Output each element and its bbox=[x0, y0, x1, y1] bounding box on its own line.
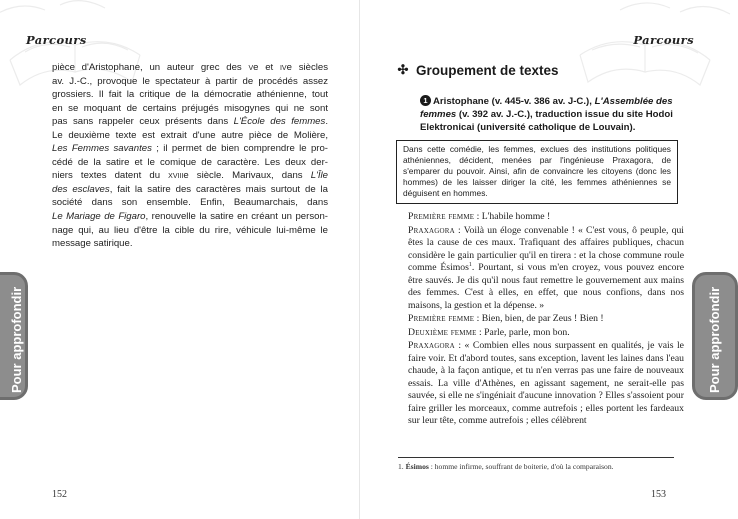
body-line: société dans son ensemble. Enfin, Beaumarchais, dans bbox=[52, 197, 328, 209]
source-work-title: L'Assemblée des femmes bbox=[420, 96, 673, 120]
footnote-text: : homme infirme, souffrant de boiterie, d'où la comparaison. bbox=[428, 462, 614, 471]
footnote-rule bbox=[398, 457, 674, 458]
side-tab bbox=[692, 272, 738, 400]
speaker-name: Praxagora bbox=[408, 224, 455, 236]
side-tab-label: Pour approfondir bbox=[9, 286, 24, 393]
body-line: av. J.-C., provoque le spectateur à partir de procédés assez bbox=[52, 75, 328, 87]
dialogue-line: Deuxième femme : Parle, parle, mon bon. bbox=[408, 326, 570, 338]
body-line: Les Femmes savantes ; il permet de bien comprendre le pro- bbox=[52, 143, 329, 155]
right-page bbox=[360, 0, 720, 519]
footnote-term: Ésimos bbox=[405, 462, 429, 471]
body-text bbox=[52, 61, 328, 251]
body-line: en se moquant de certains préjugés misogynes qui ne sont bbox=[52, 102, 328, 114]
speaker-name: Première femme bbox=[408, 211, 475, 222]
dialogue-line: Praxagora : « Combien elles nous surpassent en qualités, je vais le faire voir. Et d'abord toutes, sans exception, lavent les laines dans l'eau chaude, à la façon antique, et tu n'en verras pas une faire de nouveaux essais. La ville d'Athènes, en agissant sagement, ne serait-elle pas sauvée, si elle ne s'ingéniait d'aucune innovation ? Elles s'assoient pour faire griller les morceaux, comme autrefois ; elles portent les fardeaux sur leur tête, comme autrefois ; elles célèbrent bbox=[408, 340, 684, 426]
body-line: nage qui, au lieu d'être la cible du rire, véhicule lui-même le bbox=[52, 224, 328, 236]
footnote-number: 1. bbox=[398, 462, 404, 471]
section-title bbox=[396, 62, 559, 78]
body-line: pièce d'Aristophane, un auteur grec des ve et ive siècles bbox=[52, 62, 329, 73]
body-line: niers textes datent du xviiie siècle. Marivaux, dans L'Île bbox=[52, 170, 328, 182]
body-line: grossiers. Il fait la critique de la démocratie athénienne, tout bbox=[52, 89, 328, 101]
dialogue-line: Première femme : L'habile homme ! bbox=[408, 211, 551, 222]
page-number: 152 bbox=[52, 489, 67, 500]
body-line: Le deuxième texte est extrait d'une autre pièce de Molière, bbox=[52, 129, 328, 141]
speaker-name: Première femme bbox=[408, 313, 475, 324]
footnote-ref: 1 bbox=[468, 262, 472, 268]
fleuron-icon: ✣ bbox=[397, 62, 409, 77]
running-head: Parcours bbox=[633, 33, 694, 47]
source-heading bbox=[420, 95, 676, 134]
body-line: cédé de la satire et le comique de caractère. Les deux der- bbox=[52, 156, 328, 168]
source-number-badge: 1 bbox=[420, 95, 431, 106]
body-line: message satirique. bbox=[52, 238, 133, 250]
running-head: Parcours bbox=[26, 33, 87, 47]
section-title-text: Groupement de textes bbox=[416, 62, 559, 78]
dialogue-line: Première femme : Bien, bien, de par Zeus ! Bien ! bbox=[408, 313, 604, 324]
left-page bbox=[0, 0, 360, 519]
source-author: Aristophane (v. 445-v. 386 av. J-C.), bbox=[433, 96, 595, 107]
side-tab-label: Pour approfondir bbox=[707, 286, 722, 393]
body-line: Le Mariage de Figaro, renouvelle la satire en créant un person- bbox=[52, 211, 328, 223]
body-line: des esclaves, fait la satire des caractères mais surtout de la bbox=[52, 183, 329, 195]
intro-box: Dans cette comédie, les femmes, exclues des institutions politiques athéniennes, décident, menées par l'ingénieuse Praxagora, de s'emparer du pouvoir. Ainsi, afin de convaincre les citoyens (donc les hommes) de les laisser diriger la cité, les femmes athéniennes se déguisent en hommes. bbox=[396, 140, 678, 204]
speaker-name: Deuxième femme bbox=[408, 326, 477, 338]
side-tab bbox=[0, 272, 28, 400]
dialogue-line: Praxagora : Voilà un éloge convenable ! « C'est vous, ô peuple, qui êtes la cause de ces maux. Trafiquant des affaires publiques, chacun considère le gain particulier qu'il en tirera : et la chose commune roule comme Ésimos$^1$. Pourtant, si vous m'en croyez, vous pouvez encore être sauvés. Je dis qu'il nous faut remettre le gouvernement aux mains des femmes. C'est à elles, en effet, que nous confions, dans nos maisons, la gestion et la dépense. » bbox=[408, 224, 684, 311]
speaker-name: Praxagora bbox=[408, 340, 455, 351]
footnote bbox=[398, 462, 688, 471]
page-number: 153 bbox=[651, 489, 666, 500]
source-details: (v. 392 av. J.-C.), traduction issue du site Hodoi Elektronicai (université catholique de Louvain). bbox=[420, 108, 673, 133]
body-line: pas sans rappeler ceux présents dans L'École des femmes. bbox=[52, 116, 328, 128]
play-excerpt bbox=[408, 211, 684, 429]
